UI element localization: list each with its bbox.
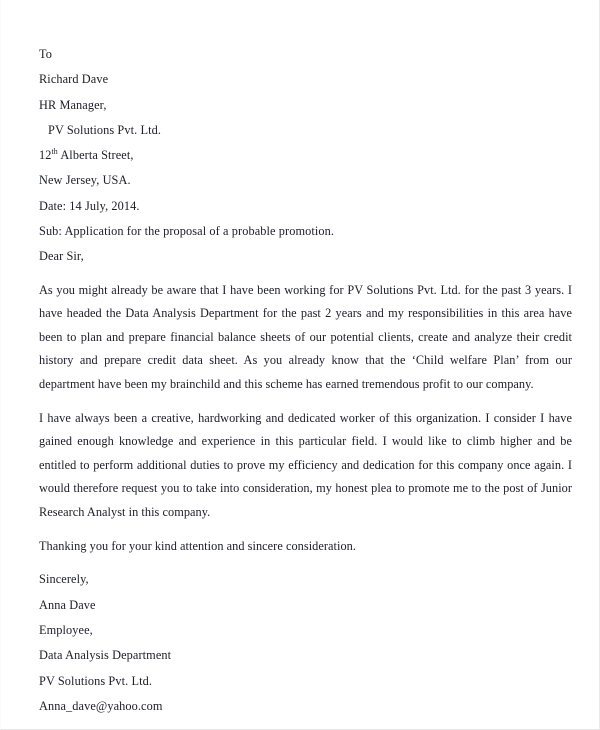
recipient-city-country: New Jersey, USA. <box>39 173 131 188</box>
street-ordinal-suffix: th <box>51 147 58 157</box>
sender-company: PV Solutions Pvt. Ltd. <box>39 673 153 688</box>
recipient-to-label: To <box>39 47 53 61</box>
sender-designation: Employee, <box>39 623 93 638</box>
street-number: 12 <box>39 148 52 163</box>
letter-content <box>39 42 572 720</box>
salutation: Dear Sir, <box>39 249 84 264</box>
date-line: Date: 14 July, 2014. <box>39 198 140 213</box>
sender-name: Anna Dave <box>39 597 96 612</box>
body-paragraph-2: I have always been a creative, hardworking and dedicated worker of this organization. I consider I have gained enough knowledge and experience in this particular field. I would like to climb higher and be entitled to perform additional duties to prove my efficiency and dedication for this company once again. I would therefore request you to take into consideration, my honest plea to promote me to the post of Junior Research Analyst in this company. <box>39 410 572 520</box>
spacer <box>39 558 572 567</box>
valediction: Sincerely, <box>39 572 89 587</box>
recipient-name: Richard Dave <box>39 72 109 87</box>
sender-department: Data Analysis Department <box>39 648 172 663</box>
spacer <box>39 525 572 535</box>
body-paragraph-3: Thanking you for your kind attention and sincere consideration. <box>39 538 356 553</box>
sender-email: Anna_dave@yahoo.com <box>39 699 163 714</box>
subject-line: Sub: Application for the proposal of a probable promotion. <box>39 224 335 239</box>
street-name: Alberta Street, <box>57 148 134 163</box>
recipient-street <box>39 143 572 168</box>
body-paragraph-1: As you might already be aware that I have been working for PV Solutions Pvt. Ltd. for the past 3 years. I have headed the Data Analysis Department for the past 2 years and my responsibilities in this area have been to plan and prepare financial balance sheets of our potential clients, create and analyze their credit history and prepare credit data sheet. As you already know that the ‘Child welfare Plan’ from our department have been my brainchild and this scheme has earned tremendous profit to our company. <box>39 282 572 392</box>
recipient-company: PV Solutions Pvt. Ltd. <box>48 122 162 137</box>
spacer <box>39 270 572 279</box>
recipient-title: HR Manager, <box>39 97 107 112</box>
spacer <box>39 397 572 407</box>
